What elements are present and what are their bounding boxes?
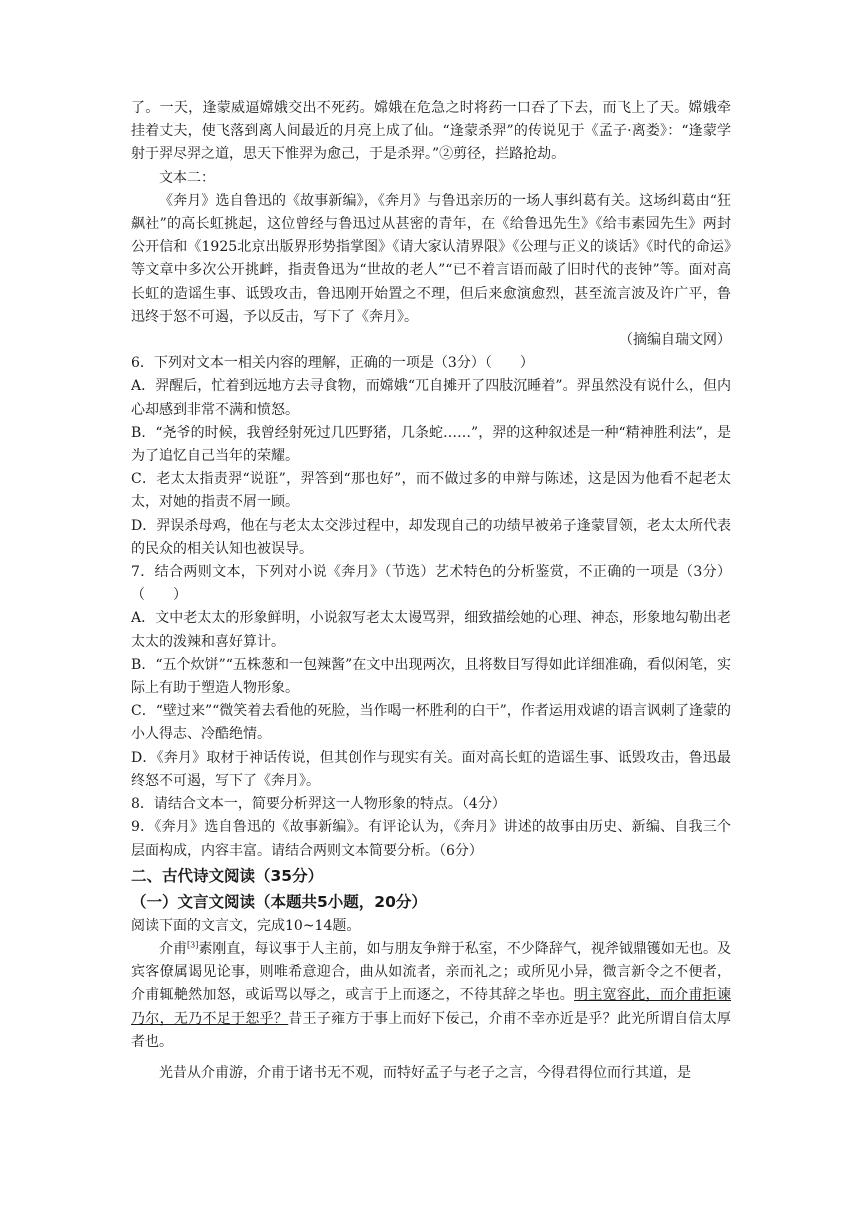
question-7-option-b: B．“五个炊饼”“五株葱和一包辣酱”在文中出现两次，且将数目写得如此详细准确，看似闲笔，实际上有助于塑造人物形象。 [131,656,731,697]
classical-paragraph-1 [131,938,731,1054]
question-6-option-c: C．老太太指责羿“说诳”，羿答到“那也好”，而不做过多的申辩与陈述，这是因为他看不起老太太，对她的指责不屑一顾。 [131,471,731,511]
footnote-marker: [3] [187,940,199,950]
subsection-heading-classical-prose: （一）文言文阅读（本题共5小题，20分） [131,892,427,911]
classical-paragraph-2: 光昔从介甫游，介甫于诸书无不观，而特好孟子与老子之言，今得君得位而行其道，是 [159,1064,691,1081]
document-page [131,97,731,1085]
question-6-option-d: D．羿误杀母鸡，他在与老太太交涉过程中，却发现自己的功绩早被弟子逢蒙冒领，老太太所代表的民众的相关认知也被误导。 [131,517,731,557]
text1-tail: 了。一天，逢蒙威逼嫦娥交出不死药。嫦娥在危急之时将药一口吞了下去，而飞上了天。嫦娥牵挂着丈夫，使飞落到离人间最近的月亮上成了仙。“逢蒙杀羿”的传说见于《孟子·离娄》：“逢蒙学射于羿尽羿之道，思天下惟羿为愈己，于是杀羿。”②剪径，拦路抢劫。 [131,100,731,163]
question-7-option-d: D．《奔月》取材于神话传说，但其创作与现实有关。面对高长虹的造谣生事、诋毁攻击，鲁迅最终怒不可遏，写下了《奔月》。 [131,749,731,789]
question-9: 9．《奔月》选自鲁迅的《故事新编》。有评论认为，《奔月》讲述的故事由历史、新编、自我三个层面构成，内容丰富。请结合两则文本简要分析。（6分） [131,819,731,859]
reading-instruction: 阅读下面的文言文，完成10~14题。 [131,917,361,934]
paragraph-1-start: 介甫 [159,940,188,957]
question-8: 8．请结合文本一，简要分析羿这一人物形象的特点。（4分） [131,796,506,813]
text2-source: （摘编自瑞文网） [619,332,731,349]
question-7-option-a: A．文中老太太的形象鲜明，小说叙写老太太谩骂羿，细致描绘她的心理、神态，形象地勾勒出老太太的泼辣和喜好算计。 [131,610,731,650]
paragraph-1-body: 素刚直，每议事于人主前，如与朋友争辩于私室，不少降辞气，视斧钺鼎镬如无也。及宾客僚属谒见论事，则唯希意迎合，曲从如流者，亲而礼之；或所见小异，微言新令之不便者，介甫辄艴然加怒，或诟骂以辱之，或言于上而逐之，不待其辞之毕也。 [131,940,732,1004]
question-7-stem: 7．结合两则文本，下列对小说《奔月》（节选）艺术特色的分析鉴赏，不正确的一项是（3分）（ ） [131,564,731,604]
question-6-option-a: A．羿醒后，忙着到远地方去寻食物，而嫦娥“兀自摊开了四肢沉睡着”。羿虽然没有说什么，但内心却感到非常不满和愤怒。 [131,378,731,418]
question-6-stem: 6．下列对文本一相关内容的理解，正确的一项是（3分）（ ） [131,355,534,372]
text2-label: 文本二： [159,169,215,186]
text2-body: 《奔月》选自鲁迅的《故事新编》，《奔月》与鲁迅亲历的一场人事纠葛有关。这场纠葛由“狂飙社”的高长虹挑起，这位曾经与鲁迅过从甚密的青年，在《给鲁迅先生》《给韦素园先生》两封公开信和《1925北京出版界形势指掌图》《请大家认清界限》《公理与正义的谈话》《时代的命运》等文章中多次公开挑衅，指责鲁迅为“世故的老人”“已不着言语而敲了旧时代的丧钟”等。面对高长虹的造谣生事、诋毁攻击，鲁迅刚开始置之不理，但后来愈演愈烈，甚至流言波及许广平，鲁迅终于怒不可遏，予以反击，写下了《奔月》。 [131,192,731,325]
underlined-sentence: 明主宽容此，而介甫拒谏乃尔，无乃不足于恕乎？ [131,987,732,1027]
section-heading-classical: 二、古代诗文阅读（35分） [131,866,324,885]
paragraph-1-end: 昔王子雍方于事上而好下佞己，介甫不幸亦近是乎？此光所谓自信太厚者也。 [131,1010,732,1050]
question-7-option-c: C．“壁过来”“微笑着去看他的死脸，当作喝一杯胜利的白干”，作者运用戏谑的语言讽刺了逢蒙的小人得志、冷酷绝情。 [131,703,731,743]
question-6-option-b: B．“尧爷的时候，我曾经射死过几匹野猪，几条蛇……”，羿的这种叙述是一种“精神胜利法”，是为了追忆自己当年的荣耀。 [131,424,731,465]
